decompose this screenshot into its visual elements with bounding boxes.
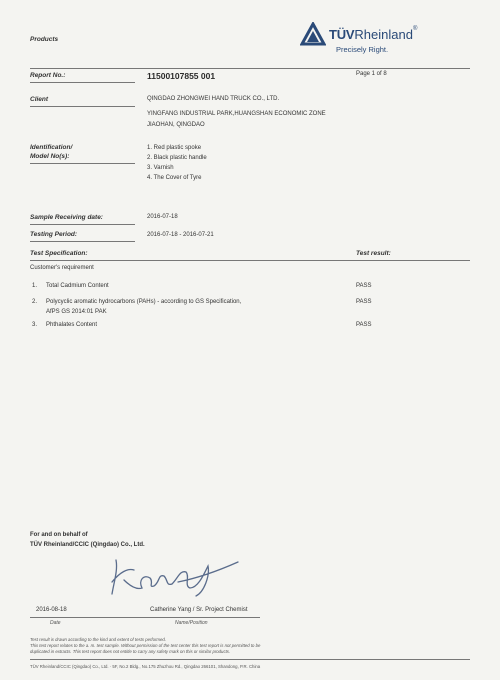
client-address-line-2: JIAOHAN, QINGDAO [147,122,205,128]
handwritten-signature [108,552,243,600]
test-row-text: Polycyclic aromatic hydrocarbons (PAHs) - according to GS Specification, [46,299,242,305]
on-behalf-label: For and on behalf of [30,532,88,538]
brand-registered: ® [412,26,418,32]
test-spec-divider [30,260,470,261]
signer-name: Catherine Yang / Sr. Project Chemist [150,607,248,613]
report-no-underline [30,82,135,83]
client-address-line-1: YINGFANG INDUSTRIAL PARK,HUANGSHAN ECONOMIC ZONE [147,111,326,117]
footer-divider [30,659,470,660]
signature-date: 2016-08-18 [36,607,67,613]
testing-underline [30,241,135,242]
sample-receiving-date: 2016-07-18 [147,214,178,220]
report-number: 11500107855 001 [147,71,216,81]
footer-address: TÜV Rheinland/CCIC (Qingdao) Co., Ltd. · 5F, No.2 Bldg., No.175 Zhuzhou Rd., Qingdao 266101, Shandong, P.R. China [30,664,261,669]
identification-underline [30,163,135,164]
products-label: Products [30,36,59,43]
testing-period-label: Testing Period: [30,231,78,238]
client-name: QINGDAO ZHONGWEI HAND TRUCK CO., LTD. [147,96,280,102]
test-row-number: 3. [32,322,38,328]
test-row-text-continued: AfPS GS 2014:01 PAK [46,309,107,315]
test-row-result: PASS [356,322,372,328]
footer-note: This test report relates to the a. m. test sample. Without permission of the test center this test report is not permitted to be [30,643,261,648]
tuv-triangle-logo-icon [300,22,326,46]
header-divider [30,68,470,69]
model-label: Model No(s): [30,153,70,160]
footer-note: duplicated in extracts. This test report does not entitle to carry any safety mark on this or similar products. [30,649,231,654]
sample-receiving-label: Sample Receiving date: [30,214,103,221]
signing-company: TÜV Rheinland/CCIC (Qingdao) Co., Ltd. [30,542,145,548]
identification-label: Identification/ [30,144,73,151]
brand-tagline: Precisely Right. [336,45,389,54]
sample-underline [30,224,135,225]
test-row-result: PASS [356,299,372,305]
test-result-label: Test result: [356,250,391,257]
item-line: 1. Red plastic spoke [147,145,202,151]
footer-note: Test result is drawn according to the kind and extent of tests performed. [30,637,166,642]
test-row-text: Phthalates Content [46,322,98,328]
customer-requirement: Customer's requirement [30,265,94,271]
name-position-caption: Name/Position [175,620,208,626]
item-line: 3. Varnish [147,165,174,171]
item-line: 4. The Cover of Tyre [147,175,202,181]
test-spec-label: Test Specification: [30,250,88,257]
report-no-label: Report No.: [30,72,66,79]
brand-rheinland: Rheinland [354,27,413,42]
page-info: Page 1 of 8 [356,71,387,77]
client-underline [30,106,135,107]
test-row-result: PASS [356,283,372,289]
testing-period: 2016-07-18 - 2016-07-21 [147,232,214,238]
item-line: 2. Black plastic handle [147,155,207,161]
date-caption: Date [50,620,61,626]
brand-tuv: TÜV [329,27,355,42]
signature-line [30,617,260,618]
test-row-number: 2. [32,299,38,305]
brand-name [329,26,417,44]
test-row-number: 1. [32,283,38,289]
client-label: Client [30,96,49,103]
test-row-text: Total Cadmium Content [46,283,109,289]
